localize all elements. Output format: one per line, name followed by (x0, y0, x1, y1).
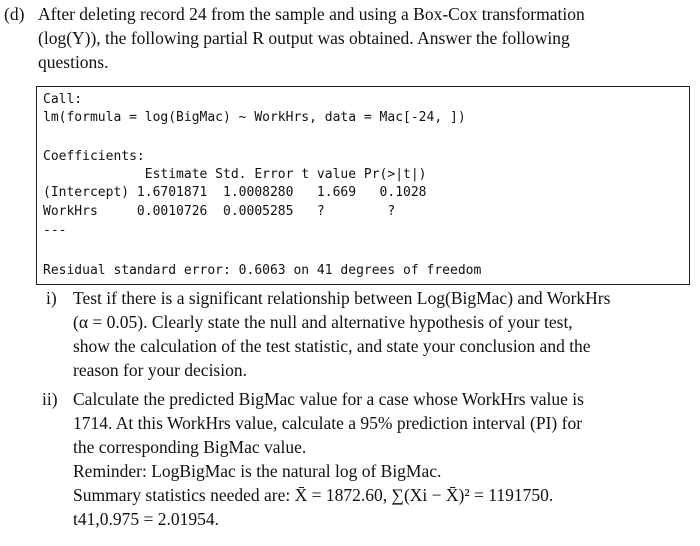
call-label: Call: (43, 92, 83, 107)
part-ii-line-1: Calculate the predicted BigMac value for a case whose WorkHrs value is (73, 389, 584, 409)
intro-line-3: questions. (38, 52, 109, 72)
intro-line-2: (log(Y)), the following partial R output was obtained. Answer the following (38, 28, 570, 48)
part-i-label: i) (46, 288, 57, 308)
coef-row-intercept: (Intercept) 1.6701871 1.0008280 1.669 0.1028 (43, 185, 427, 200)
question-label: (d) (4, 4, 25, 24)
call-formula: lm(formula = log(BigMac) ~ WorkHrs, data = Mac[-24, ]) (43, 110, 466, 125)
part-ii-line-6: t41,0.975 = 2.01954. (73, 509, 219, 529)
part-ii-line-4: Reminder: LogBigMac is the natural log of BigMac. (73, 461, 442, 481)
part-ii-line-5: Summary statistics needed are: X̄ = 1872.60, ∑(Xi − X̄)² = 1191750. (73, 485, 554, 505)
intro-line-1: After deleting record 24 from the sample and using a Box-Cox transformation (38, 4, 585, 24)
r-output-box (36, 86, 690, 285)
part-i-line-2: (α = 0.05). Clearly state the null and alternative hypothesis of your test, (73, 312, 573, 332)
part-ii-line-2: 1714. At this WorkHrs value, calculate a 95% prediction interval (PI) for (73, 413, 583, 433)
part-i-line-3: show the calculation of the test statistic, and state your conclusion and the (73, 336, 591, 356)
coef-row-workhrs: WorkHrs 0.0010726 0.0005285 ? ? (43, 204, 396, 219)
part-ii-line-3: the corresponding BigMac value. (73, 437, 307, 457)
separator: --- (43, 223, 67, 238)
part-ii-label: ii) (42, 389, 58, 409)
part-i-line-4: reason for your decision. (73, 360, 247, 380)
residual-line: Residual standard error: 0.6063 on 41 degrees of freedom (43, 263, 482, 278)
coefficients-label: Coefficients: (43, 149, 145, 164)
part-i-line-1: Test if there is a significant relationship between Log(BigMac) and WorkHrs (73, 288, 611, 308)
coef-header-row: Estimate Std. Error t value Pr(>|t|) (43, 167, 427, 182)
